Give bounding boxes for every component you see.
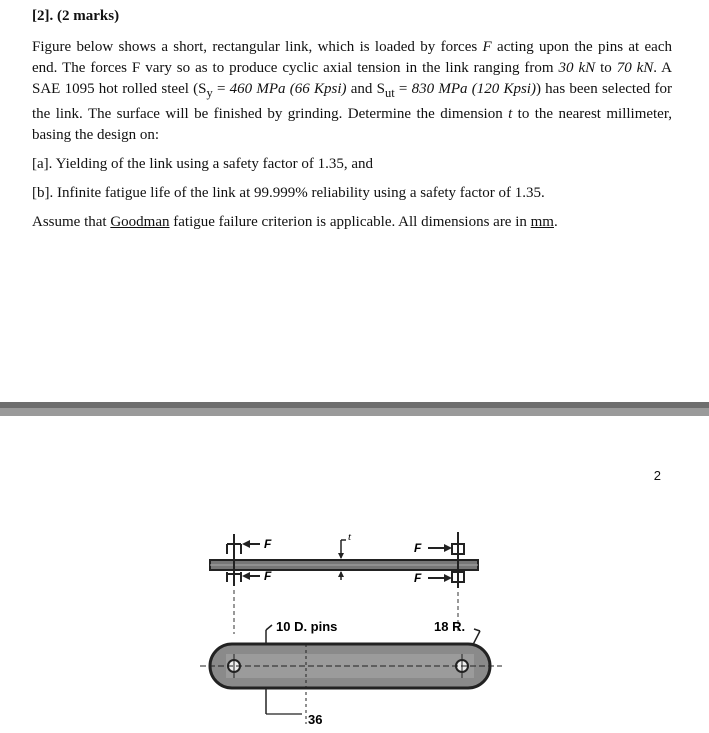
question-title: [2]. (2 marks) xyxy=(32,8,120,24)
force-label-left-bottom: F xyxy=(264,569,272,583)
width-label: 36 xyxy=(308,712,323,727)
force-label-right-top: F xyxy=(414,541,422,555)
page-2 xyxy=(0,416,709,728)
thickness-label: t xyxy=(348,531,352,543)
radius-label: 18 R. xyxy=(434,619,466,634)
goodman-link: Goodman xyxy=(110,214,170,230)
pins-label: 10 D. pins xyxy=(276,619,338,634)
part-b: [b]. Infinite fatigue life of the link at 99.999% reliability using a safety factor of 1.35. xyxy=(32,185,545,201)
page-number: 2 xyxy=(653,468,661,483)
question-body xyxy=(32,37,672,233)
problem-statement: Figure below shows a short, rectangular link, which is loaded by forces F acting upon the pins at each end. The forces F vary so as to produce cyclic axial tension in the link ranging from 30 kN to 70 kN. A SAE 1095 hot rolled steel ($S_y = 460$ MPa (66 Kpsi) and $S_{ut} = 830$ MPa (120 Kpsi)) has been selected for the link. The surface will be finished by grinding. Determine the dimension t to the nearest millimeter, basing the design on: xyxy=(32,39,672,143)
part-a: [a]. Yielding of the link using a safety factor of 1.35, and xyxy=(32,156,374,172)
force-label-left-top: F xyxy=(264,537,272,551)
page-separator-shadow xyxy=(0,408,709,416)
assumption: Assume that Goodman fatigue failure criterion is applicable. All dimensions are in mm. xyxy=(32,214,558,230)
link-diagram xyxy=(196,514,506,728)
link-figure xyxy=(196,514,506,728)
force-label-right-bottom: F xyxy=(414,571,422,585)
